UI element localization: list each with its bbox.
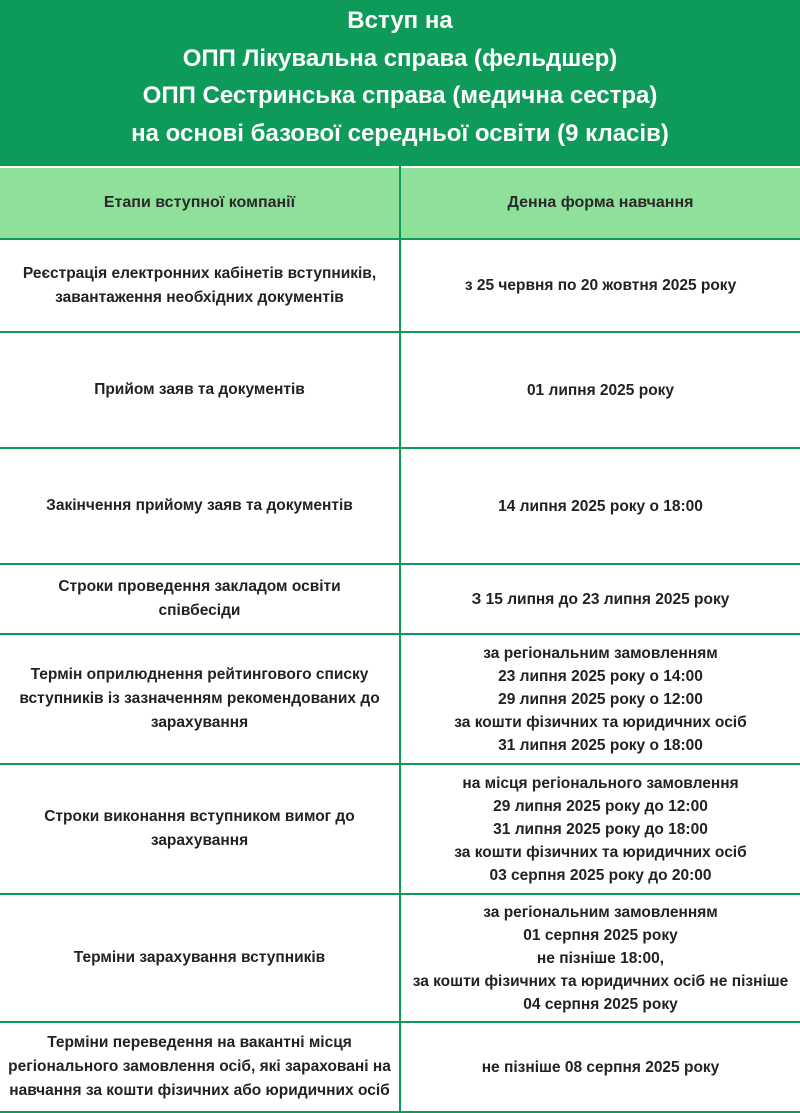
stage-line: Терміни зарахування вступників [73,949,326,966]
stage-line: Терміни переведення на вакантні місця [47,1034,352,1051]
term-line: за регіональним замовленням [483,903,718,921]
table-header-row [0,167,800,239]
header-line-4: на основі базової середньої освіти (9 класів) [131,119,669,147]
header-line-3: ОПП Сестринська справа (медична сестра) [142,82,658,109]
stage-cell [0,564,400,634]
stage-cell [0,332,400,448]
term-line: 29 липня 2025 року о 12:00 [498,690,703,708]
table-row [0,448,800,564]
column-header-full-time: Денна форма навчання [400,167,800,239]
term-line: за кошти фізичних та юридичних осіб [454,713,747,731]
term-cell [400,634,800,764]
term-cell [400,448,800,564]
table-row [0,1022,800,1112]
stage-line: завантаження необхідних документів [55,288,344,306]
stage-line: зарахування [150,832,249,849]
term-line: за кошти фізичних та юридичних осіб [454,843,747,861]
term-cell [400,239,800,332]
page-header [0,0,800,166]
term-cell [400,1022,800,1112]
term-line: за кошти фізичних та юридичних осіб не пізніше [412,972,789,990]
stage-line: Термін оприлюднення рейтингового списку [30,666,369,683]
term-line: не пізніше 18:00, [536,949,665,967]
term-line: не пізніше 08 серпня 2025 року [481,1058,720,1076]
table-row [0,894,800,1022]
table-row [0,564,800,634]
term-cell [400,894,800,1022]
stage-line: Строки проведення закладом освіти [58,578,341,595]
stage-line: Закінчення прийому заяв та документів [46,497,353,514]
stage-cell [0,239,400,332]
admission-schedule-table [0,166,800,1113]
stage-line: зарахування [150,714,249,731]
term-line: 01 серпня 2025 року [523,926,678,944]
column-header-stages: Етапи вступної компанії [0,167,400,239]
term-line: на місця регіонального замовлення [462,774,739,792]
term-line: 03 серпня 2025 року до 20:00 [489,866,712,884]
stage-cell [0,764,400,894]
term-line: 31 липня 2025 року до 18:00 [493,820,708,838]
stage-line: Строки виконання вступником вимог до [44,808,355,825]
term-line: 14 липня 2025 року о 18:00 [498,497,703,515]
table-row [0,634,800,764]
term-line: 29 липня 2025 року до 12:00 [493,797,708,815]
term-cell [400,764,800,894]
stage-cell [0,1022,400,1112]
stage-cell [0,894,400,1022]
term-cell [400,564,800,634]
stage-line: Реєстрація електронних кабінетів вступників, [22,264,377,282]
table-row [0,764,800,894]
term-line: 01 липня 2025 року [526,381,675,399]
stage-line: вступників із зазначенням рекомендованих до [19,690,380,707]
term-line: 31 липня 2025 року о 18:00 [498,736,703,754]
term-line: з 25 червня по 20 жовтня 2025 року [464,277,737,294]
stage-line: Прийом заяв та документів [94,381,305,398]
term-line: 04 серпня 2025 року [523,995,678,1013]
header-line-1: Вступ на [347,7,453,34]
stage-cell [0,448,400,564]
stage-cell [0,634,400,764]
stage-line: навчання за кошти фізичних або юридичних осіб [9,1082,390,1099]
stage-line: регіонального замовлення осіб, які зараховані на [8,1058,391,1075]
term-line: З 15 липня до 23 липня 2025 року [471,590,730,608]
stage-line: співбесіди [158,602,241,619]
table-row [0,332,800,448]
term-cell [400,332,800,448]
term-line: за регіональним замовленням [483,644,718,662]
term-line: 23 липня 2025 року о 14:00 [498,667,703,685]
header-line-2: ОПП Лікувальна справа (фельдшер) [182,44,618,72]
table-row [0,239,800,332]
